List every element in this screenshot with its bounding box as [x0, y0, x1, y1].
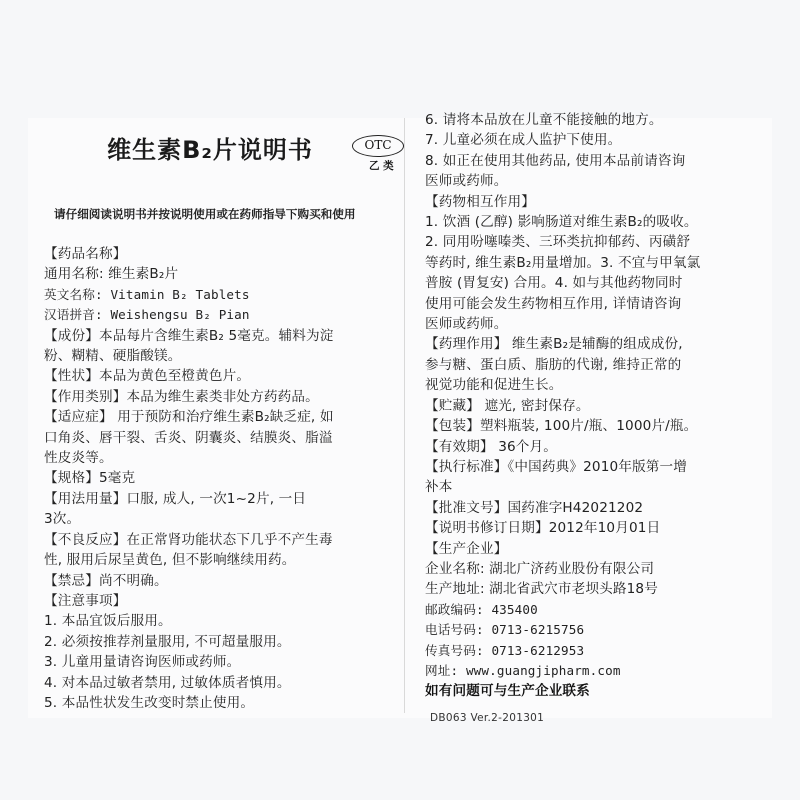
- text-line: 生产地址: 湖北省武穴市老坝头路18号: [425, 581, 658, 598]
- text-line: 3次。: [44, 511, 81, 528]
- text-line: 邮政编码: 435400: [425, 601, 538, 617]
- text-line: 6. 请将本品放在儿童不能接触的地方。: [425, 112, 663, 128]
- text-line: 【说明书修订日期】2012年10月01日: [425, 520, 661, 537]
- text-line: 通用名称: 维生素B₂片: [44, 266, 179, 283]
- text-line: 如有问题可与生产企业联系: [425, 683, 590, 700]
- text-line: 性皮炎等。: [44, 450, 113, 467]
- text-line: 【禁忌】尚不明确。: [44, 572, 168, 589]
- text-line: 【注意事项】: [44, 592, 127, 609]
- text-line: 电话号码: 0713-6215756: [425, 622, 585, 638]
- text-line: 1. 本品宜饭后服用。: [44, 613, 172, 630]
- text-line: 2. 同用吩噻嗪类、三环类抗抑郁药、丙磺舒: [425, 234, 691, 251]
- text-line: 补本: [425, 479, 453, 496]
- text-line: 医师或药师。: [425, 316, 508, 333]
- column-divider: [404, 118, 405, 713]
- text-line: 粉、糊精、硬脂酸镁。: [44, 348, 182, 365]
- text-line: 【批准文号】国药准字H42021202: [425, 499, 644, 516]
- text-line: 【成份】本品每片含维生素B₂ 5毫克。辅料为淀: [44, 327, 334, 344]
- text-line: 7. 儿童必须在成人监护下使用。: [425, 132, 622, 149]
- text-line: 【贮藏】 遮光, 密封保存。: [425, 397, 590, 414]
- text-line: 传真号码: 0713-6212953: [425, 642, 585, 658]
- text-line: 【药物相互作用】: [425, 193, 535, 210]
- left-column: [44, 128, 394, 713]
- text-line: 【执行标准】《中国药典》2010年版第一增: [425, 458, 688, 475]
- otc-badge: OTC: [352, 135, 404, 157]
- otc-class-label: 乙 类: [369, 160, 394, 172]
- text-line: 【包装】塑料瓶装, 100片/瓶、1000片/瓶。: [425, 418, 698, 435]
- text-line: 等药时, 维生素B₂用量增加。3. 不宜与甲氧氯: [425, 254, 701, 271]
- text-line: 【药理作用】 维生素B₂是辅酶的组成成份,: [425, 336, 683, 353]
- text-line: 3. 儿童用量请咨询医师或药师。: [44, 654, 241, 671]
- text-line: 【用法用量】口服, 成人, 一次1~2片, 一日: [44, 490, 307, 507]
- document-code: DB063 Ver.2-201301: [430, 712, 545, 724]
- text-line: 5. 本品性状发生改变时禁止使用。: [44, 694, 255, 711]
- text-line: 【药品名称】: [44, 246, 127, 262]
- text-line: 使用可能会发生药物相互作用, 详情请咨询: [425, 295, 682, 312]
- text-line: 【适应症】 用于预防和治疗维生素B₂缺乏症, 如: [44, 409, 334, 426]
- document-title: 维生素B₂片说明书: [107, 136, 313, 164]
- text-line: 性, 服用后尿呈黄色, 但不影响继续用药。: [44, 552, 296, 569]
- text-line: 【作用类别】本品为维生素类非处方药药品。: [44, 388, 319, 405]
- text-line: 企业名称: 湖北广济药业股份有限公司: [425, 560, 655, 577]
- text-line: 【规格】5毫克: [44, 470, 136, 487]
- text-line: 4. 对本品过敏者禁用, 过敏体质者慎用。: [44, 674, 291, 691]
- text-line: 汉语拼音: Weishengsu B₂ Pian: [44, 307, 250, 323]
- text-line: 普胺 (胃复安) 合用。4. 如与其他药物同时: [425, 275, 683, 292]
- text-line: 参与糖、蛋白质、脂肪的代谢, 维持正常的: [425, 356, 682, 373]
- text-line: 2. 必须按推荐剂量服用, 不可超量服用。: [44, 633, 291, 650]
- text-line: 视觉功能和促进生长。: [425, 377, 563, 394]
- text-line: 【性状】本品为黄色至橙黄色片。: [44, 368, 251, 385]
- usage-notice: 请仔细阅读说明书并按说明使用或在药师指导下购买和使用: [54, 207, 356, 221]
- text-line: 口角炎、唇干裂、舌炎、阴囊炎、结膜炎、脂溢: [44, 429, 333, 446]
- text-line: 英文名称: Vitamin B₂ Tablets: [44, 286, 250, 302]
- text-line: 1. 饮酒 (乙醇) 影响肠道对维生素B₂的吸收。: [425, 214, 698, 231]
- right-column: [425, 102, 777, 702]
- text-line: 网址: www.guangjipharm.com: [425, 662, 621, 678]
- text-line: 【有效期】 36个月。: [425, 438, 558, 455]
- text-line: 8. 如正在使用其他药品, 使用本品前请咨询: [425, 152, 686, 169]
- text-line: 医师或药师。: [425, 173, 508, 190]
- text-line: 【不良反应】在正常肾功能状态下几乎不产生毒: [44, 531, 333, 548]
- text-line: 【生产企业】: [425, 540, 508, 557]
